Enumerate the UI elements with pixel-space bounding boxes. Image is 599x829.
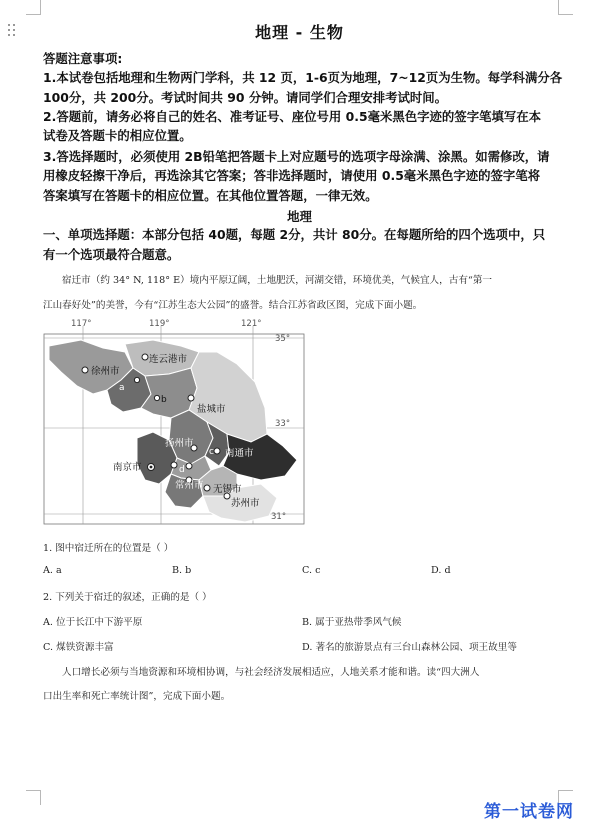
city-point <box>154 395 159 400</box>
closing-line: 人口增长必须与当地资源和环境相协调，与社会经济发展相适应，人地关系才能和谐。读“四大洲人 <box>62 667 480 678</box>
question-option[interactable]: D. d <box>431 565 451 576</box>
notice-line: 2.答题前，请务必将自己的姓名、准考证号、座位号用 0.5毫米黑色字迹的签字笔填写在本 <box>43 109 542 124</box>
latitude-label: 31° <box>271 512 287 522</box>
longitude-label: 119° <box>149 319 170 329</box>
intro-line: 江山春好处”的美誉，今有“江苏生态大公园”的盛誉。结合江苏省政区图，完成下面小题。 <box>43 300 423 311</box>
city-point <box>134 377 139 382</box>
section-title: 地理 <box>287 209 312 224</box>
city-label-suzhou: 苏州市 <box>231 498 260 509</box>
closing-line: 口出生率和死亡率统计图”，完成下面小题。 <box>43 691 231 702</box>
city-point <box>188 395 194 401</box>
latitude-label: 35° <box>275 334 291 344</box>
marker-label-a: a <box>119 383 125 393</box>
marker-label-c: c <box>209 447 214 457</box>
notice-line: 100分，共 200分。考试时间共 90 分钟。请同学们合理安排考试时间。 <box>43 90 448 105</box>
notice-line: 用橡皮轻擦干净后，再选涂其它答案；答非选择题时，请使用 0.5毫米黑色字迹的签字笔将 <box>43 168 541 183</box>
part-one-line: 一、单项选择题：本部分包括 40题，每题 2分，共计 80分。在每题所给的四个选项中，只 <box>43 227 546 242</box>
question-option[interactable]: D. 著名的旅游景点有三台山森林公园、项王故里等 <box>302 642 517 653</box>
page-title: 地理 - 生物 <box>255 23 344 42</box>
city-point <box>171 462 177 468</box>
city-point <box>186 463 192 469</box>
city-label-xuzhou: 徐州市 <box>91 366 120 377</box>
city-label-lianyungang: 连云港市 <box>149 354 188 365</box>
corner-mark-top-left <box>26 0 41 15</box>
question-stem: 2. 下列关于宿迁的叙述，正确的是（ ） <box>43 592 212 603</box>
question-option[interactable]: C. c <box>302 565 321 576</box>
question-option[interactable]: A. 位于长江中下游平原 <box>43 617 143 628</box>
city-point <box>142 354 148 360</box>
corner-mark-bottom-left <box>26 790 41 805</box>
question-option[interactable]: B. b <box>172 565 192 576</box>
intro-line: 宿迁市（约 34° N, 118° E）境内平原辽阔，土地肥沃，河湖交错，环境优美，气候宜人，古有“第一 <box>62 275 493 286</box>
part-one-line: 有一个选项最符合题意。 <box>43 247 180 262</box>
question-stem: 1. 图中宿迁所在的位置是（ ） <box>43 543 174 554</box>
notice-heading: 答题注意事项: <box>43 51 123 66</box>
city-label-nantong: 南通市 <box>225 448 254 459</box>
longitude-label: 121° <box>241 319 262 329</box>
city-point <box>214 448 220 454</box>
question-option[interactable]: A. a <box>43 565 62 576</box>
marker-label-b: b <box>161 395 167 405</box>
notice-line: 1.本试卷包括地理和生物两门学科，共 12 页，1-6页为地理，7~12页为生物。每学科满分各 <box>43 70 563 85</box>
longitude-label: 117° <box>71 319 92 329</box>
notice-line: 3.答选择题时，必须使用 2B铅笔把答题卡上对应题号的选项字母涂满、涂黑。如需修改，请 <box>43 149 550 164</box>
city-label-yancheng: 盐城市 <box>197 404 226 415</box>
city-label-yangzhou: 扬州市 <box>165 438 194 449</box>
question-option[interactable]: C. 煤铁资源丰富 <box>43 642 114 653</box>
latitude-label: 33° <box>275 419 291 429</box>
city-point <box>204 485 210 491</box>
marker-label-d: d <box>179 465 185 475</box>
city-point <box>150 466 153 469</box>
city-label-changzhou: 常州市 <box>175 480 204 491</box>
notice-line: 答案填写在答题卡的相应位置。在其他位置答题，一律无效。 <box>43 188 378 203</box>
corner-mark-top-right <box>558 0 573 15</box>
city-point <box>82 367 88 373</box>
question-option[interactable]: B. 属于亚热带季风气候 <box>302 617 402 628</box>
city-label-nanjing: 南京市 <box>113 462 142 473</box>
city-label-wuxi: 无锡市 <box>213 484 242 495</box>
notice-line: 试卷及答题卡的相应位置。 <box>43 128 192 143</box>
watermark-logo: 第一试卷网 <box>484 802 574 822</box>
jiangsu-map <box>41 316 311 528</box>
